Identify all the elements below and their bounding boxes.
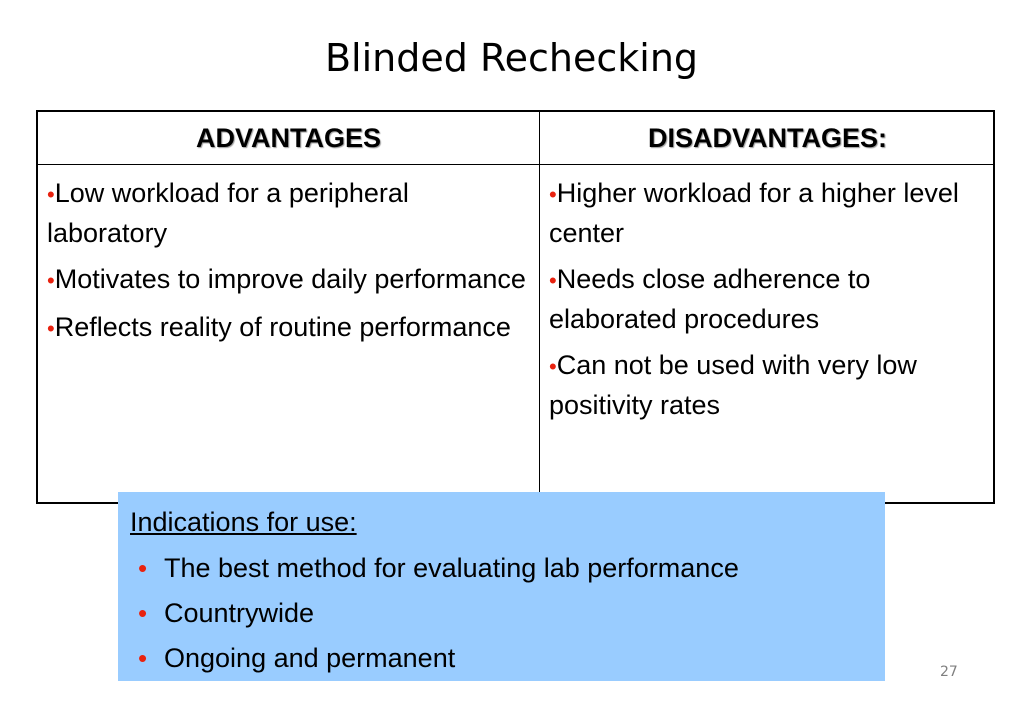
disadvantage-text: Higher workload for a higher level center xyxy=(549,178,959,248)
list-item xyxy=(130,591,885,636)
bullet-icon: • xyxy=(138,598,148,628)
list-item xyxy=(47,174,527,252)
indications-box xyxy=(118,492,885,681)
bullet-icon: • xyxy=(549,182,557,207)
disadvantages-header: DISADVANTAGES: xyxy=(647,123,887,153)
indication-text: The best method for evaluating lab performance xyxy=(164,553,739,583)
indication-text: Countrywide xyxy=(164,598,315,628)
list-item xyxy=(549,260,989,338)
bullet-icon: • xyxy=(138,553,148,583)
disadvantages-list xyxy=(549,174,989,432)
column-divider xyxy=(539,112,540,502)
bullet-icon: • xyxy=(138,643,148,673)
comparison-table xyxy=(36,110,995,504)
bullet-icon: • xyxy=(47,268,55,293)
indication-text: Ongoing and permanent xyxy=(164,643,456,673)
bullet-icon: • xyxy=(47,182,55,207)
list-item xyxy=(130,636,885,681)
list-item xyxy=(47,260,527,300)
bullet-icon: • xyxy=(549,354,557,379)
bullet-icon: • xyxy=(549,268,557,293)
list-item xyxy=(549,346,989,424)
advantages-header: ADVANTAGES xyxy=(195,123,381,153)
disadvantage-text: Needs close adherence to elaborated procedures xyxy=(549,264,871,334)
advantage-text: Reflects reality of routine performance xyxy=(54,312,511,342)
advantage-text: Low workload for a peripheral laboratory xyxy=(47,178,409,248)
indications-heading: Indications for use: xyxy=(130,507,357,537)
list-item xyxy=(47,308,527,348)
disadvantage-text: Can not be used with very low positivity rates xyxy=(549,350,917,420)
list-item xyxy=(549,174,989,252)
page-number: 27 xyxy=(940,664,958,680)
advantages-list xyxy=(47,174,527,356)
list-item xyxy=(130,546,885,591)
bullet-icon: • xyxy=(47,316,55,341)
header-divider xyxy=(38,164,993,165)
advantage-text: Motivates to improve daily performance xyxy=(54,264,526,294)
slide-title: Blinded Rechecking xyxy=(324,36,699,80)
indications-list xyxy=(130,546,885,681)
